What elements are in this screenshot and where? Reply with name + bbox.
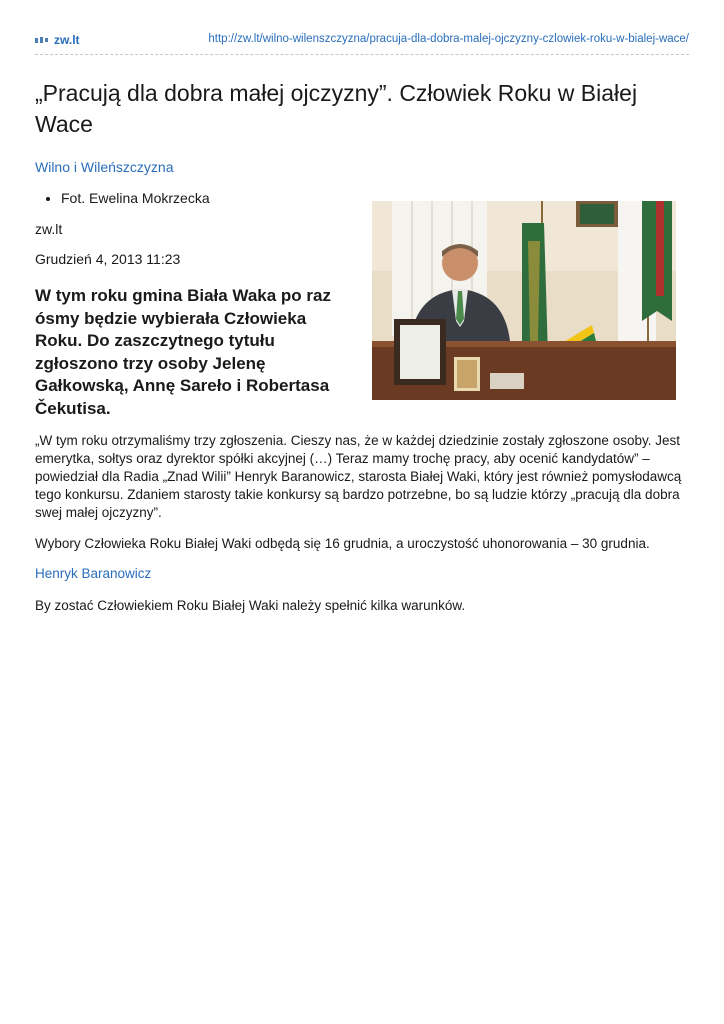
photo-credit: • Fot. Ewelina Mokrzecka: [61, 190, 210, 206]
article-lead: W tym roku gmina Biała Waka po raz ósmy będzie wybierała Człowieka Roku. Do zaszczytnego tytułu zgłoszono trzy osoby Jelenę Gałkowską, Annę Sarełо i Robertasa Čekutisa.: [35, 286, 331, 418]
page-url-link[interactable]: http://zw.lt/wilno-wilenszczyzna/pracuja-dla-dobra-malej-ojczyzny-czlowiek-roku-w-bialej-wace/: [208, 33, 689, 45]
site-brand[interactable]: [35, 33, 80, 47]
article-paragraph: By zostać Człowiekiem Roku Białej Waki należy spełnić kilka warunków.: [35, 598, 466, 613]
article-title: „Pracują dla dobra małej ojczyzny”. Człowiek Roku w Białej Wace: [35, 80, 638, 137]
article-source: zw.lt: [35, 221, 63, 237]
site-logo-icon: [35, 37, 48, 43]
site-name[interactable]: zw.lt: [54, 33, 80, 47]
page-header: [35, 33, 689, 51]
header-divider: [35, 54, 689, 55]
category-link[interactable]: Wilno i Wileńszczyzna: [35, 159, 174, 175]
person-link[interactable]: Henryk Baranowicz: [35, 566, 152, 581]
article-date: Grudzień 4, 2013 11:23: [35, 251, 181, 267]
article-photo: [372, 201, 676, 400]
office-portrait-image: [372, 201, 676, 400]
photo-credit-list: [35, 190, 210, 206]
article-paragraph: Wybory Człowieka Roku Białej Waki odbędą się 16 grudnia, a uroczystość uhonorowania – 30 grudnia.: [35, 536, 650, 551]
article-paragraph: „W tym roku otrzymaliśmy trzy zgłoszenia. Cieszy nas, że w każdej dziedzinie zostały zgłoszone osoby. Jest emerytka, sołtys oraz dyrektor spółki akcyjnej (…) Teraz mamy trochę pracy, aby ocenić kandydatów” – powiedział dla Radia „Znad Wilii” Henryk Baranowicz, starosta Białej Waki, który jest również pomysłodawcą tego konkursu. Zdaniem starosty takie konkursy są bardzo potrzebne, bo są ludzie którzy „pracują dla dobra swej małej ojczyzny”.: [35, 433, 682, 520]
